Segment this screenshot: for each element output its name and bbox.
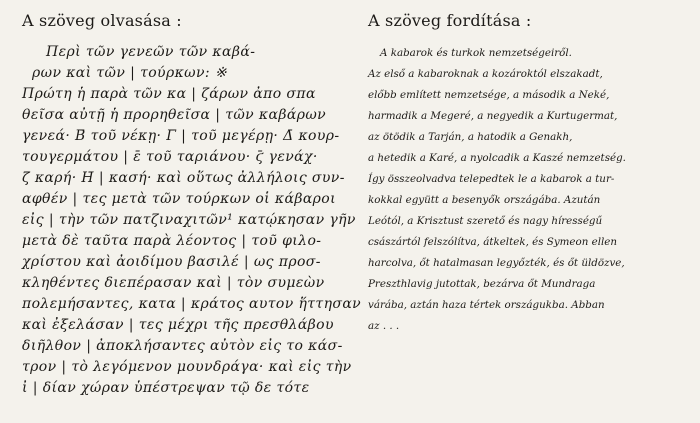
translation-line: Leótól, a Krisztust szerető és nagy hírességű: [368, 215, 603, 227]
greek-line: τρον | τὸ λεγόμενον μουνδράγα· καὶ εἰς τὴν: [22, 359, 352, 375]
translation-text: [368, 43, 690, 337]
greek-line: πολεμήσαντες, κατα | κράτος αυτον ἥττησαν: [22, 296, 362, 312]
greek-line: τουγερμάτου | ε̄ τοῦ ταριάνου· ϛ̄ γενάχ·: [22, 149, 318, 165]
translation-line: a hetedik a Karé, a nyolcadik a Kaszé nemzetség.: [368, 152, 626, 164]
greek-line: γενεά· Β̄ τοῦ νέκῃ· Γ̄ | τοῦ μεγέρῃ· Δ̄ κουρ-: [22, 128, 340, 144]
greek-line: καὶ ἐξελάσαν | τες μέχρι τῆς πρεσθλάβου: [22, 317, 334, 333]
translation-line: harmadik a Megeré, a negyedik a Kurtugermat,: [368, 110, 618, 122]
translation-heading: A szöveg fordítása :: [368, 11, 532, 30]
greek-text: [22, 42, 364, 399]
greek-line: θεῖσα αὐτῇ ἡ προρηθεῖσα | τῶν καβάρων: [22, 107, 327, 123]
translation-line: harcolva, őt hatalmasan legyőzték, és őt üldözve,: [368, 257, 625, 269]
translation-line: A kabarok és turkok nemzetségeiről.: [380, 47, 572, 59]
greek-line: αφθέν | τες μετὰ τῶν τούρκων οἱ κάβαροι: [22, 191, 337, 207]
translation-line: Így összeolvadva telepedtek le a kabarok a tur-: [368, 173, 615, 185]
greek-line: ρων καὶ τῶν | τούρκων: ※: [32, 65, 227, 81]
greek-line: μετὰ δὲ ταῦτα παρὰ λέοντος | τοῦ φιλο-: [22, 233, 322, 249]
reading-column: [22, 10, 364, 399]
translation-line: előbb említett nemzetsége, a második a Neké,: [368, 89, 610, 101]
greek-line: ζ̄ καρή· Η̄ | κασή· καὶ οὕτως ἀλλήλοις συν-: [22, 170, 345, 186]
translation-line: az . . .: [368, 320, 400, 332]
greek-line: κληθέντες διεπέρασαν καὶ | τὸν συμεὼν: [22, 275, 325, 291]
greek-line: διῆλθον | ἀποκλήσαντες αὐτὸν εἰς το κάσ-: [22, 338, 343, 354]
translation-line: Preszthlavig jutottak, bezárva őt Mundraga: [368, 278, 596, 290]
translation-line: várába, aztán haza tértek országukba. Abban: [368, 299, 605, 311]
greek-line: Περὶ τῶν γενεῶν τῶν καβά-: [46, 44, 256, 60]
translation-line: az ötödik a Tarján, a hatodik a Genakh,: [368, 131, 573, 143]
translation-line: Az első a kabaroknak a kozároktól elszakadt,: [368, 68, 603, 80]
translation-line: kokkal együtt a besenyők országába. Azután: [368, 194, 601, 206]
greek-line: χρίστου καὶ ἀοιδίμου βασιλέ | ως προσ-: [22, 254, 321, 270]
greek-line: Πρώτη ἡ παρὰ τῶν κα | ζάρων ἀπο σπα: [22, 86, 316, 102]
translation-line: császártól felszólítva, átkeltek, és Symeon ellen: [368, 236, 618, 248]
greek-line: εἰς | τὴν τῶν πατζιναχιτῶν¹ κατῴκησαν γῆν: [22, 212, 356, 228]
reading-heading: A szöveg olvasása :: [22, 11, 182, 30]
greek-line: ἰ | δίαν χώραν ὑπέστρεψαν τῷ δε τότε: [22, 380, 310, 396]
translation-column: [368, 10, 690, 337]
